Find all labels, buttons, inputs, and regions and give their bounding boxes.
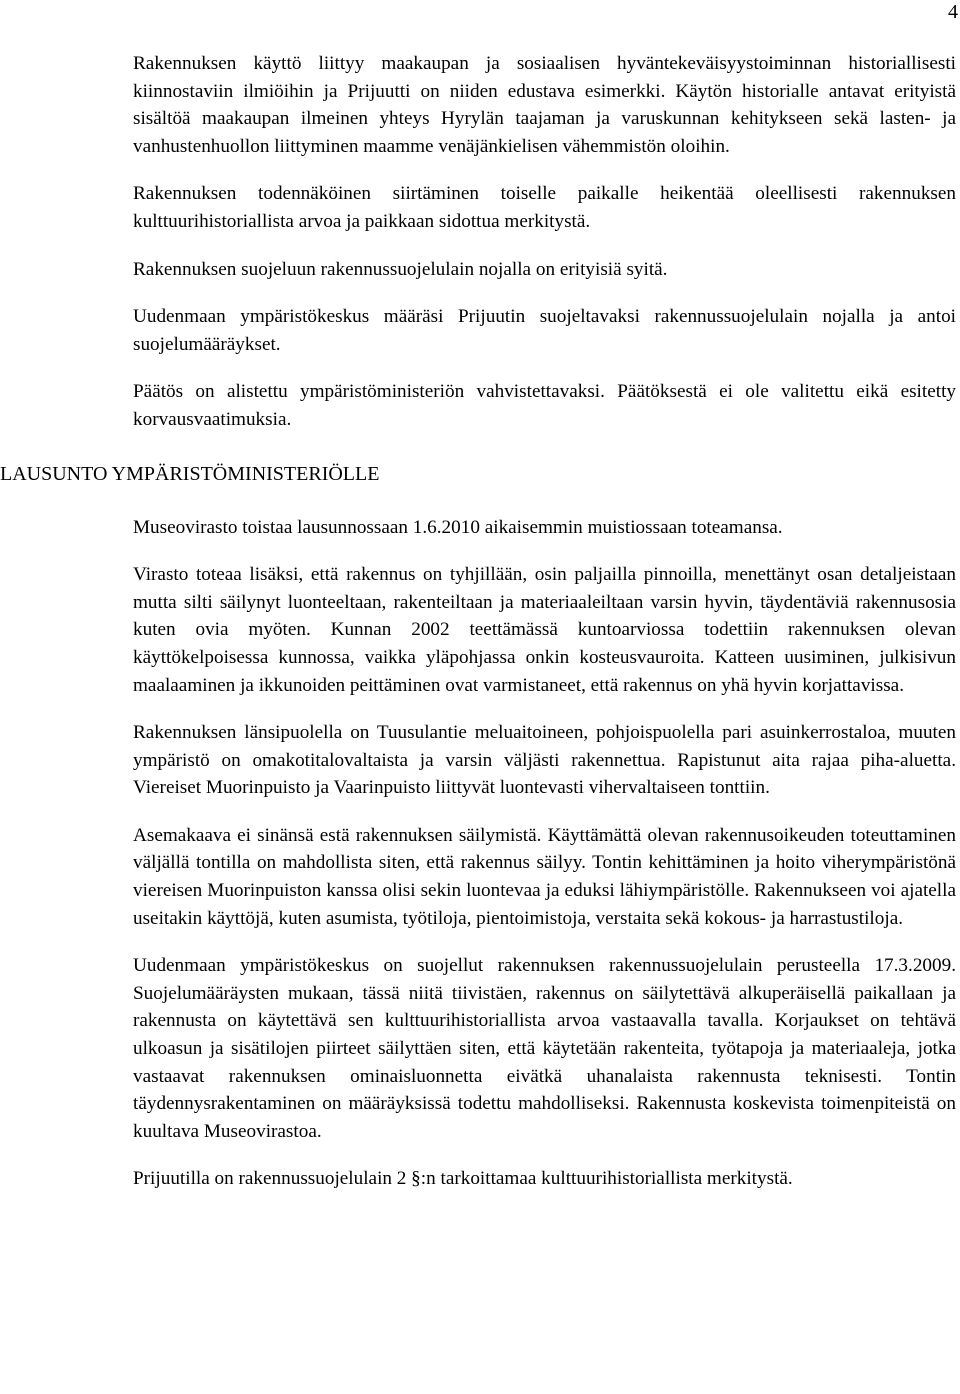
page-number: 4 (948, 1, 958, 23)
paragraph: Rakennuksen todennäköinen siirtäminen toiselle paikalle heikentää oleellisesti rakennuksen kulttuurihistoriallista arvoa ja paikkaan sidottua merkitystä. (133, 183, 956, 232)
paragraph: Uudenmaan ympäristökeskus on suojellut rakennuksen rakennussuojelulain perusteella 17.3.2009. Suojelumääräysten mukaan, tässä niitä tiivistäen, rakennus on säilytettävä alkuperäisellä paikallaan ja rakennusta on käytettävä sen kulttuurihistoriallista arvoa vastaavalla tavalla. Korjaukset on tehtävä ulkoasun ja sisätilojen piirteet säilyttäen siten, että käytetään rakenteita, työtapoja ja materiaaleja, jotka vastaavat rakennuksen ominaisluonnetta eivätkä uhanalaista rakennusta teknisesti. Tontin täydennysrakentaminen on määräyksissä todettu mahdolliseksi. Rakennusta koskevista toimenpiteistä on kuultava Museovirastoa. (133, 955, 956, 1142)
paragraph: Rakennuksen suojeluun rakennussuojelulain nojalla on erityisiä syitä. (133, 258, 668, 280)
paragraph: Rakennuksen länsipuolella on Tuusulantie meluaitoineen, pohjoispuolella pari asuinkerrostaloa, muuten ympäristö on omakotitalovaltaista ja varsin väljästi rakennettua. Rapistunut aita rajaa piha-aluetta. Viereiset Muorinpuisto ja Vaarinpuisto liittyvät luontevasti vihervaltaiseen tonttiin. (133, 722, 956, 799)
paragraph: Uudenmaan ympäristökeskus määräsi Prijuutin suojeltavaksi rakennussuojelulain nojalla ja antoi suojelumääräykset. (133, 306, 956, 355)
paragraph: Virasto toteaa lisäksi, että rakennus on tyhjillään, osin paljailla pinnoilla, menettänyt osan detaljeistaan mutta silti säilynyt luonteeltaan, rakenteiltaan ja materiaaleiltaan varsin hyvin, täydentäviä rakennusosia kuten ovia myöten. Kunnan 2002 teettämässä kuntoarviossa todettiin rakennuksen olevan käyttökelpoisessa kunnossa, vaikka yläpohjassa onkin kosteusvauroita. Katteen uusiminen, julkisivun maalaaminen ja ikkunoiden peittäminen ovat varmistaneet, että rakennus on yhä hyvin korjattavissa. (133, 564, 956, 696)
document-body (0, 50, 960, 1193)
section-heading: LAUSUNTO YMPÄRISTÖMINISTERIÖLLE (0, 462, 380, 485)
paragraph: Rakennuksen käyttö liittyy maakaupan ja sosiaalisen hyväntekeväisyystoiminnan historiallisesti kiinnostaviin ilmiöihin ja Prijuutti on niiden edustava esimerkki. Käytön historialle antavat erityistä sisältöä maakaupan ilmeinen yhteys Hyrylän taajaman ja varuskunnan kehitykseen sekä lasten- ja vanhustenhuollon liittyminen maamme venäjänkielisen vähemmistön oloihin. (133, 53, 956, 157)
paragraph: Asemakaava ei sinänsä estä rakennuksen säilymistä. Käyttämättä olevan rakennusoikeuden toteuttaminen väljällä tontilla on mahdollista siten, että rakennus säilyy. Tontin kehittäminen ja hoito viherympäristönä viereisen Muorinpuiston kanssa olisi sekin luontevaa ja eduksi lähiympäristölle. Rakennukseen voi ajatella useitakin käyttöjä, kuten asumista, työtiloja, pientoimistoja, verstaita sekä kokous- ja harrastustiloja. (133, 824, 956, 929)
paragraph: Prijuutilla on rakennussuojelulain 2 §:n tarkoittamaa kulttuurihistoriallista merkitystä. (133, 1168, 793, 1190)
paragraph: Museovirasto toistaa lausunnossaan 1.6.2010 aikaisemmin muistiossaan toteamansa. (133, 516, 783, 538)
paragraph: Päätös on alistettu ympäristöministeriön vahvistettavaksi. Päätöksestä ei ole valitettu eikä esitetty korvausvaatimuksia. (133, 381, 956, 430)
